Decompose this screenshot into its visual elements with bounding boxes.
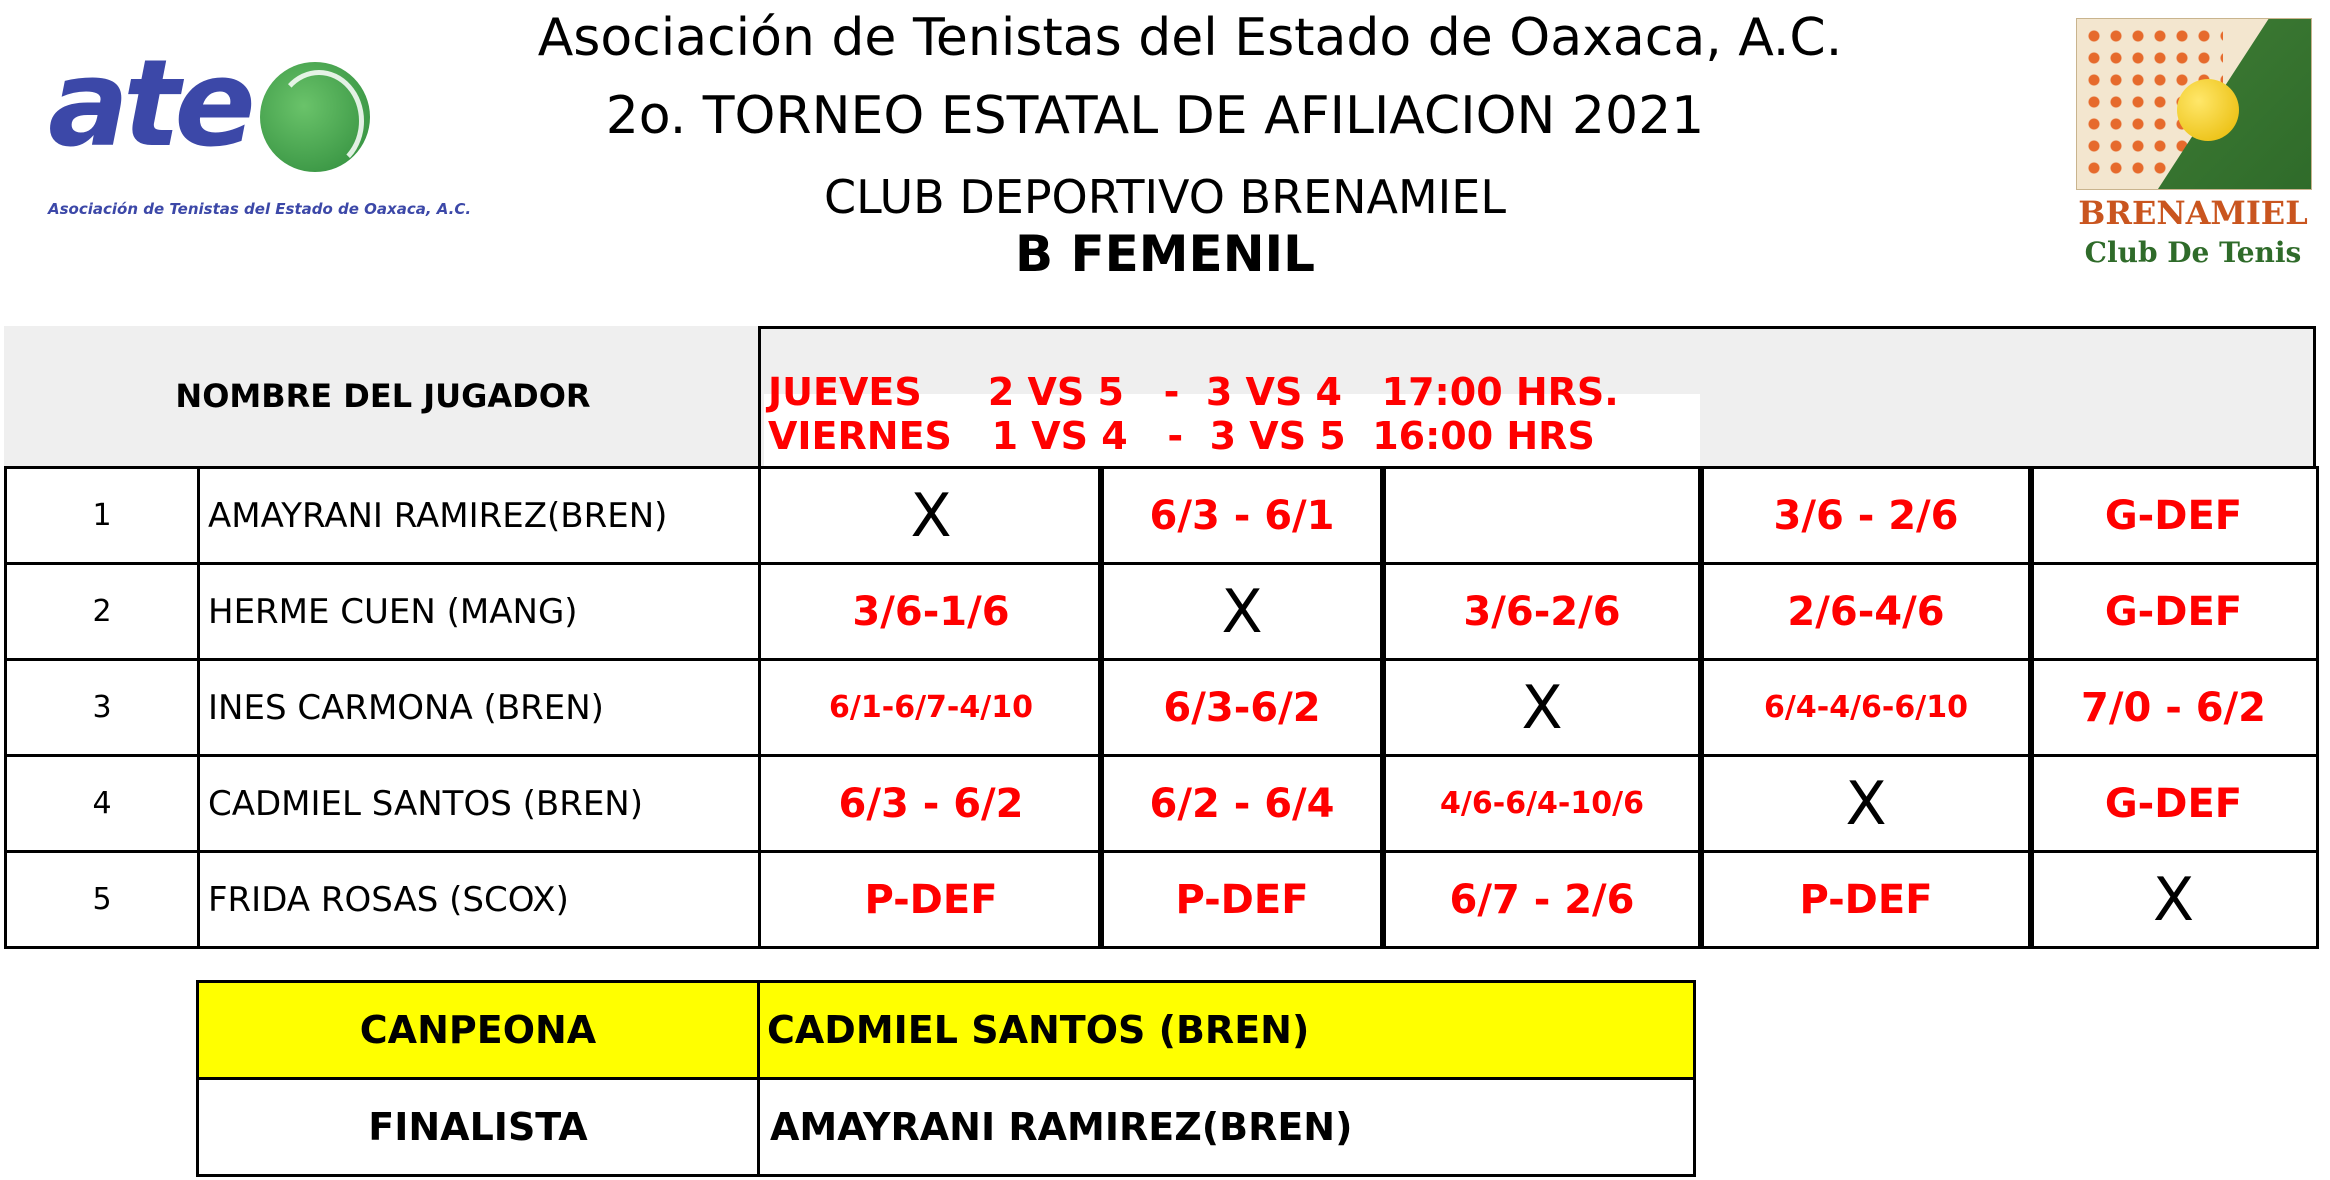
brenamiel-logo-name: BRENAMIEL xyxy=(2078,194,2308,232)
match-result-cell xyxy=(758,850,1104,949)
match-result-cell xyxy=(1698,754,2034,853)
match-result-cell xyxy=(1698,658,2034,757)
brenamiel-logo-club: Club De Tenis xyxy=(2084,236,2302,269)
match-score: 3/6-2/6 xyxy=(1463,588,1621,635)
match-result-cell xyxy=(2028,466,2319,565)
player-number: 2 xyxy=(92,594,112,629)
match-score: 6/4-4/6-6/10 xyxy=(1764,690,1968,725)
match-score: 6/3 - 6/1 xyxy=(1149,492,1335,539)
player-name-cell xyxy=(197,562,761,661)
match-result-cell xyxy=(1380,658,1704,757)
match-score: G-DEF xyxy=(2104,780,2243,827)
player-name: FRIDA ROSAS (SCOX) xyxy=(208,879,569,920)
champion-name: CADMIEL SANTOS (BREN) xyxy=(767,1008,1310,1052)
self-match-x-mark: X xyxy=(2152,864,2195,935)
match-score: 6/1-6/7-4/10 xyxy=(829,690,1033,725)
association-title: Asociación de Tenistas del Estado de Oaxaca, A.C. xyxy=(537,8,1843,68)
match-result-cell xyxy=(758,562,1104,661)
ate-logo-subtitle: Asociación de Tenistas del Estado de Oaxaca, A.C. xyxy=(48,200,472,218)
champion-name-cell xyxy=(757,980,1696,1080)
match-score: 6/7 - 2/6 xyxy=(1449,876,1635,923)
match-result-cell xyxy=(1380,466,1704,565)
finalist-label: FINALISTA xyxy=(368,1105,588,1149)
match-result-cell xyxy=(1698,850,2034,949)
match-result-cell xyxy=(1098,658,1386,757)
champion-label: CANPEONA xyxy=(359,1008,597,1052)
player-name: AMAYRANI RAMIREZ(BREN) xyxy=(208,495,668,536)
match-result-cell xyxy=(758,658,1104,757)
club-title: CLUB DEPORTIVO BRENAMIEL xyxy=(824,170,1506,224)
match-score: P-DEF xyxy=(1175,876,1309,923)
match-result-cell xyxy=(1698,562,2034,661)
match-score: 2/6-4/6 xyxy=(1787,588,1945,635)
match-score: 6/2 - 6/4 xyxy=(1149,780,1335,827)
player-name: HERME CUEN (MANG) xyxy=(208,591,578,632)
name-header: NOMBRE DEL JUGADOR xyxy=(175,377,591,415)
match-result-cell xyxy=(1098,562,1386,661)
schedule-line-2: VIERNES 1 VS 4 - 3 VS 5 16:00 HRS xyxy=(768,414,1595,458)
name-header-cell xyxy=(4,326,762,466)
self-match-x-mark: X xyxy=(1221,576,1263,647)
player-name-cell xyxy=(197,658,761,757)
schedule-line-1: JUEVES 2 VS 5 - 3 VS 4 17:00 HRS. xyxy=(768,370,1619,414)
player-number: 5 xyxy=(92,882,112,917)
player-number-cell xyxy=(4,562,200,661)
player-name-cell xyxy=(197,754,761,853)
match-result-cell xyxy=(1698,466,2034,565)
player-name: CADMIEL SANTOS (BREN) xyxy=(208,783,643,824)
player-name-cell xyxy=(197,850,761,949)
match-result-cell xyxy=(1098,754,1386,853)
match-result-cell xyxy=(1098,466,1386,565)
match-score: G-DEF xyxy=(2104,588,2243,635)
ate-logo-text: ate xyxy=(48,35,250,174)
match-result-cell xyxy=(1098,850,1386,949)
match-result-cell xyxy=(2028,850,2319,949)
match-score: G-DEF xyxy=(2104,492,2243,539)
self-match-x-mark: X xyxy=(1521,672,1563,743)
player-number: 1 xyxy=(92,498,112,533)
champion-label-cell xyxy=(196,980,760,1080)
player-number-cell xyxy=(4,754,200,853)
match-result-cell xyxy=(758,754,1104,853)
match-score: 3/6-1/6 xyxy=(852,588,1010,635)
finalist-name: AMAYRANI RAMIREZ(BREN) xyxy=(770,1105,1353,1149)
player-number: 4 xyxy=(92,786,112,821)
match-score: 4/6-6/4-10/6 xyxy=(1440,786,1644,821)
finalist-label-cell xyxy=(196,1077,760,1177)
player-number-cell xyxy=(4,658,200,757)
match-score: 6/3 - 6/2 xyxy=(838,780,1024,827)
match-score: P-DEF xyxy=(864,876,998,923)
match-result-cell xyxy=(758,466,1104,565)
player-name: INES CARMONA (BREN) xyxy=(208,687,604,728)
finalist-name-cell xyxy=(757,1077,1696,1177)
player-number: 3 xyxy=(92,690,112,725)
match-result-cell xyxy=(1380,850,1704,949)
category-title: B FEMENIL xyxy=(1014,225,1316,283)
match-score: P-DEF xyxy=(1799,876,1933,923)
self-match-x-mark: X xyxy=(910,480,952,551)
match-result-cell xyxy=(2028,754,2319,853)
player-number-cell xyxy=(4,850,200,949)
match-result-cell xyxy=(1380,562,1704,661)
match-score: 3/6 - 2/6 xyxy=(1773,492,1959,539)
self-match-x-mark: X xyxy=(1845,768,1887,839)
tournament-title: 2o. TORNEO ESTATAL DE AFILIACION 2021 xyxy=(605,86,1705,146)
match-result-cell xyxy=(1380,754,1704,853)
player-number-cell xyxy=(4,466,200,565)
match-score: 6/3-6/2 xyxy=(1163,684,1321,731)
player-name-cell xyxy=(197,466,761,565)
match-result-cell xyxy=(2028,658,2319,757)
match-result-cell xyxy=(2028,562,2319,661)
match-score: 7/0 - 6/2 xyxy=(2081,684,2266,731)
